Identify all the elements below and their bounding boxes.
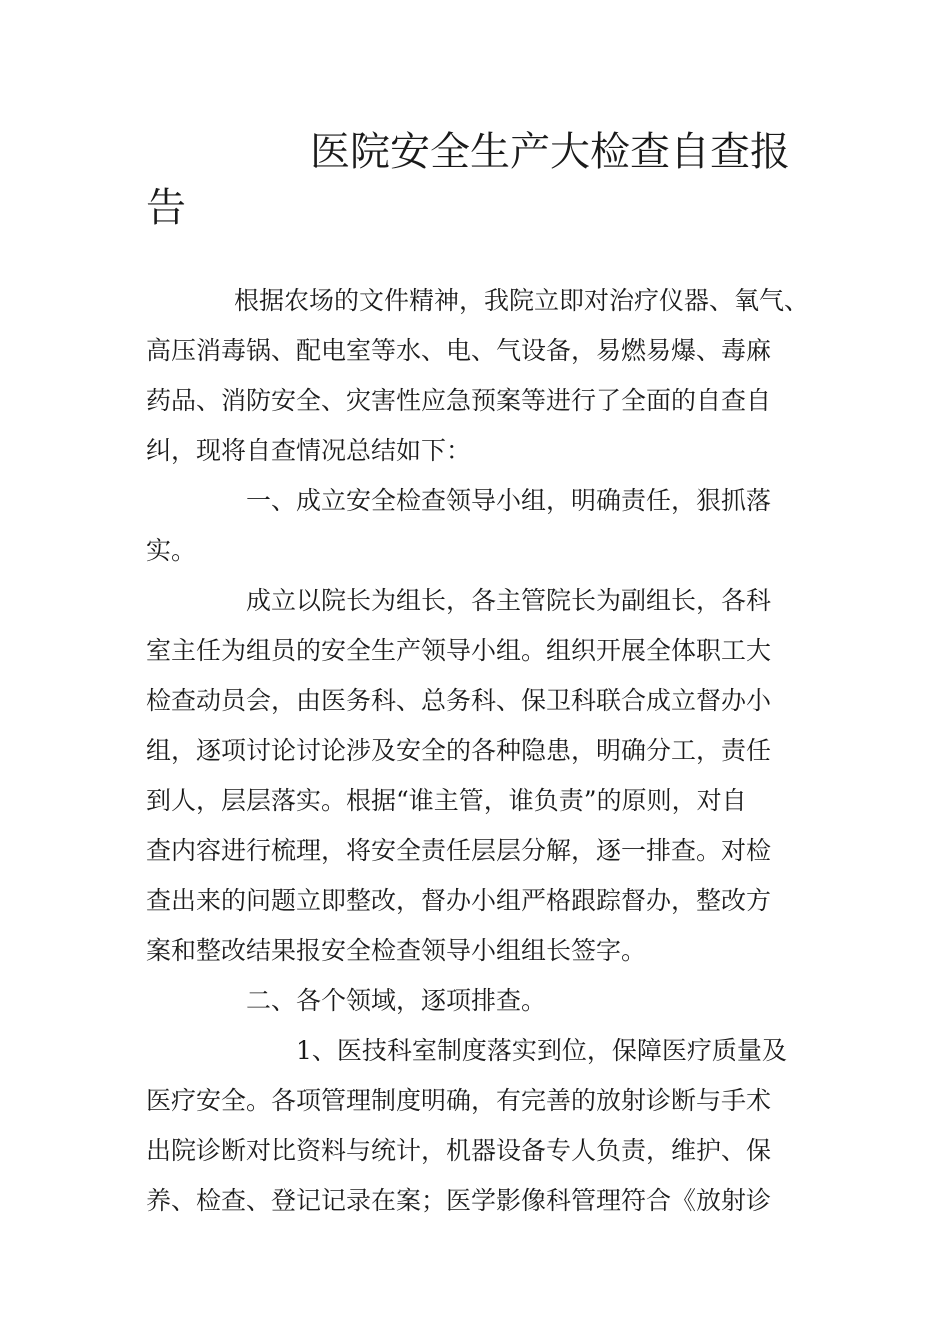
body-line: 查内容进行梳理，将安全责任层层分解，逐一排查。对检 <box>146 836 772 865</box>
section-heading-2: 二、各个领域，逐项排查。 <box>246 986 547 1015</box>
body-line: 出院诊断对比资料与统计，机器设备专人负责，维护、保 <box>146 1136 772 1165</box>
subsection-heading-1: 1、医技科室制度落实到位，保障医疗质量及 <box>296 1036 787 1065</box>
body-line: 案和整改结果报安全检查领导小组组长签字。 <box>146 936 647 965</box>
body-line: 组，逐项讨论讨论涉及安全的各种隐患，明确分工，责任 <box>146 736 772 765</box>
body-line: 医疗安全。各项管理制度明确，有完善的放射诊断与手术 <box>146 1086 772 1115</box>
section-heading-1: 一、成立安全检查领导小组，明确责任，狠抓落 <box>246 486 772 515</box>
body-line: 药品、消防安全、灾害性应急预案等进行了全面的自查自 <box>146 386 772 415</box>
title-line-1: 医院安全生产大检查自查报 <box>310 129 790 175</box>
body-line: 实。 <box>146 536 197 565</box>
body-line: 室主任为组员的安全生产领导小组。组织开展全体职工大 <box>146 636 772 665</box>
document-body <box>146 276 826 1226</box>
body-line: 根据农场的文件精神，我院立即对治疗仪器、氧气、 <box>234 286 810 315</box>
body-line: 纠，现将自查情况总结如下： <box>146 436 472 465</box>
body-line: 成立以院长为组长，各主管院长为副组长，各科 <box>246 586 772 615</box>
title-line-2: 告 <box>146 185 186 231</box>
document-title <box>146 124 826 236</box>
body-line: 高压消毒锅、配电室等水、电、气设备，易燃易爆、毒麻 <box>146 336 772 365</box>
body-line: 检查动员会，由医务科、总务科、保卫科联合成立督办小 <box>146 686 772 715</box>
body-line: 养、检查、登记记录在案；医学影像科管理符合《放射诊 <box>146 1186 772 1215</box>
body-line: 到人，层层落实。根据“谁主管，谁负责”的原则，对自 <box>146 786 747 815</box>
body-line: 查出来的问题立即整改，督办小组严格跟踪督办，整改方 <box>146 886 772 915</box>
